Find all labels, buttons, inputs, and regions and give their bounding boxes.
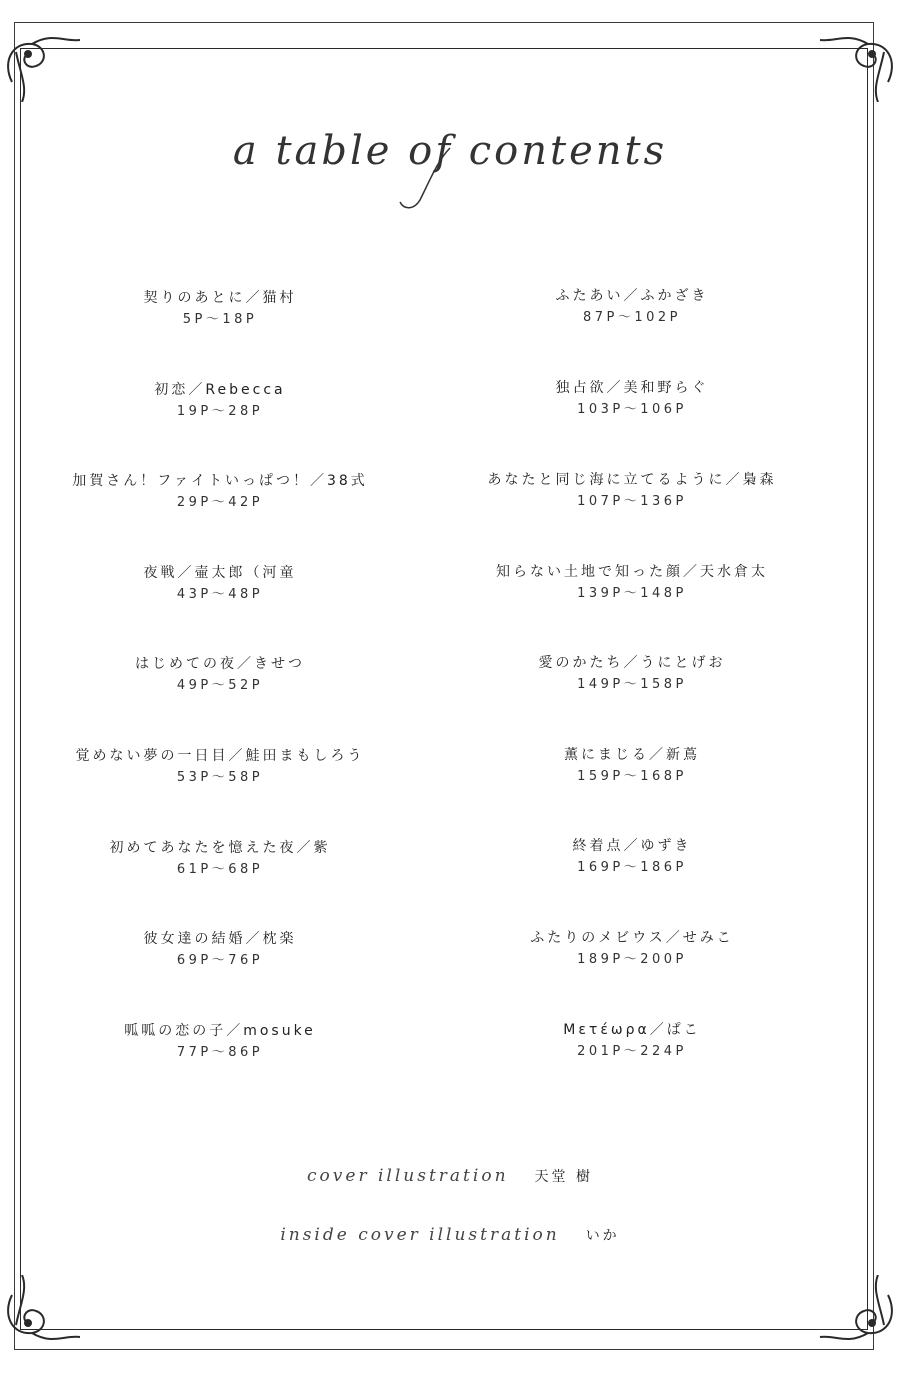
credit-inside-cover [0, 1225, 900, 1245]
entry-title-author: 契りのあとに／猫村 [143, 290, 297, 306]
entry-pages: 77P～86P [176, 1045, 264, 1060]
entry-title-author: 終着点／ゆずき [572, 838, 692, 854]
entry-pages: 49P～52P [176, 678, 264, 693]
credit-artist: 天堂 樹 [534, 1169, 593, 1185]
entry-title-author: 初恋／Rebecca [154, 382, 286, 398]
toc-entry [10, 1021, 430, 1064]
entry-title-author: 初めてあなたを憶えた夜／紫 [109, 840, 331, 856]
toc-entry [10, 838, 430, 881]
entry-title-author: Μετέωρα／ぱこ [563, 1022, 701, 1038]
page-title: a table of contents [232, 128, 668, 174]
toc-entry [422, 1020, 842, 1063]
toc-entry [422, 286, 842, 329]
entry-pages: 5P～18P [182, 312, 258, 327]
toc-entry [422, 562, 842, 605]
toc-entry [10, 746, 430, 789]
entry-pages: 69P～76P [176, 953, 264, 968]
entry-pages: 159P～168P [577, 769, 687, 784]
corner-ornament-icon [818, 1275, 898, 1355]
toc-entry [422, 836, 842, 879]
entry-pages: 149P～158P [577, 677, 687, 692]
entry-title-author: 夜戦／壷太郎（河童 [143, 565, 297, 581]
entry-pages: 169P～186P [577, 860, 687, 875]
entry-pages: 189P～200P [577, 952, 687, 967]
entry-title-author: 彼女達の結婚／枕楽 [143, 931, 297, 947]
toc-entry [422, 378, 842, 421]
corner-ornament-icon [818, 22, 898, 102]
credit-label: cover illustration [307, 1166, 509, 1186]
entry-pages: 103P～106P [577, 402, 687, 417]
toc-entry [422, 653, 842, 696]
corner-ornament-icon [2, 22, 82, 102]
entry-pages: 107P～136P [577, 494, 687, 509]
credit-cover [0, 1166, 900, 1186]
entry-pages: 19P～28P [176, 404, 264, 419]
entry-title-author: 加賀さん！ファイトいっぱつ！／38式 [72, 473, 368, 489]
toc-entry [10, 654, 430, 697]
entry-title-author: 愛のかたち／うにとげお [538, 655, 726, 671]
toc-entry [422, 745, 842, 788]
toc-entry [10, 471, 430, 514]
toc-entry [422, 928, 842, 971]
entry-pages: 61P～68P [176, 862, 264, 877]
entry-title-author: 独占欲／美和野らぐ [555, 380, 709, 396]
entry-pages: 139P～148P [577, 586, 687, 601]
entry-pages: 201P～224P [577, 1044, 687, 1059]
entry-title-author: 知らない土地で知った顔／天水倉太 [496, 564, 768, 580]
entry-pages: 87P～102P [582, 310, 682, 325]
entry-title-author: ふたりのメビウス／せみこ [530, 930, 734, 946]
entry-title-author: 呱呱の恋の子／mosuke [124, 1023, 316, 1039]
entry-pages: 43P～48P [176, 587, 264, 602]
entry-pages: 29P～42P [176, 495, 264, 510]
corner-ornament-icon [2, 1275, 82, 1355]
title-swash-icon [390, 140, 470, 220]
credit-artist: いか [585, 1228, 620, 1244]
toc-entry [10, 380, 430, 423]
toc-entry [422, 470, 842, 513]
credit-label: inside cover illustration [280, 1225, 560, 1245]
toc-entry [10, 929, 430, 972]
entry-title-author: 薫にまじる／新蔦 [564, 747, 700, 763]
entry-title-author: あなたと同じ海に立てるように／梟森 [487, 472, 777, 488]
toc-entry [10, 288, 430, 331]
entry-title-author: 覚めない夢の一日目／鮭田まもしろう [75, 748, 365, 764]
entry-pages: 53P～58P [176, 770, 264, 785]
entry-title-author: ふたあい／ふかざき [555, 288, 709, 304]
toc-entry [10, 563, 430, 606]
entry-title-author: はじめての夜／きせつ [135, 656, 305, 672]
